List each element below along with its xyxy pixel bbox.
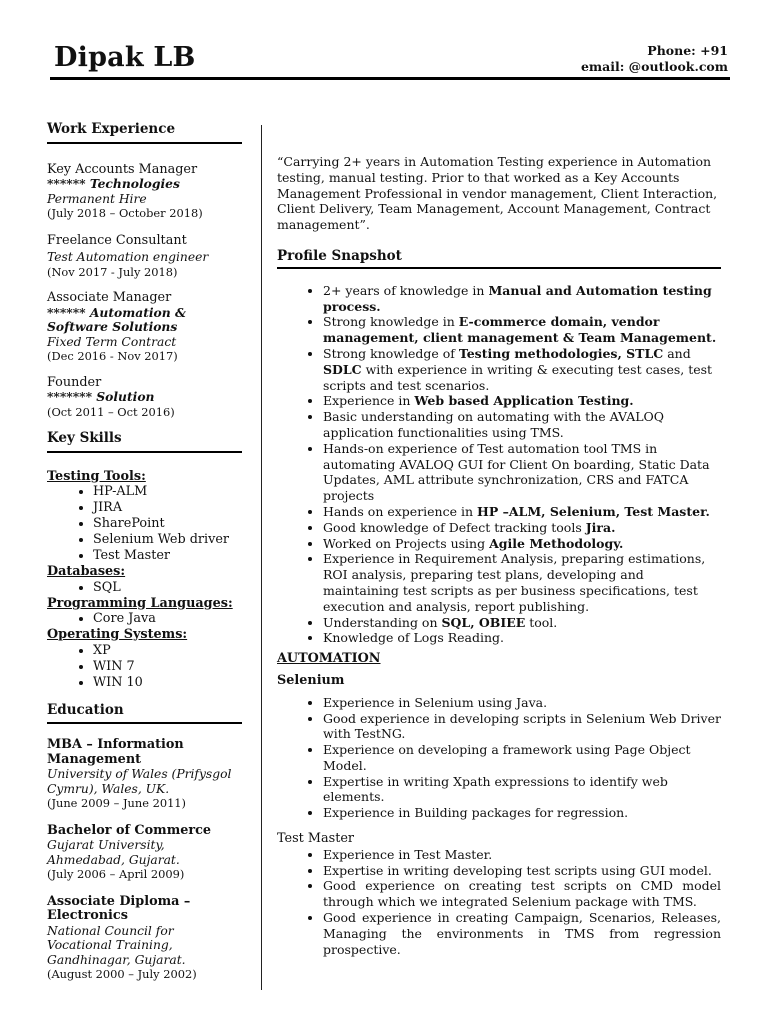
degree-title: Associate Diploma – Electronics xyxy=(47,893,191,923)
email-text: email: @outlook.com xyxy=(580,59,728,74)
list-item: • Experience on developing a framework using Page Object Model. xyxy=(323,742,721,774)
profile-summary: “Carrying 2+ years in Automation Testing experience in Automation testing, manual testing. Prior to that worked as a Key Accounts Management Professional in vendor management, Client Interaction, Client Delivery, Team Management, Account Management, Contract management”. xyxy=(277,154,718,233)
languages-list xyxy=(47,611,242,627)
databases-list xyxy=(47,580,242,596)
job-dates: (Dec 2016 - Nov 2017) xyxy=(47,349,178,363)
job-title: Associate Manager xyxy=(47,290,172,305)
school-name: National Council for Vocational Training, Gandhinagar, Gujarat. xyxy=(47,923,186,967)
job-title: Freelance Consultant xyxy=(47,232,187,248)
work-experience-heading: Work Experience xyxy=(47,122,242,144)
degree-title: MBA – Information Management xyxy=(47,737,184,767)
school-name: University of Wales (Prifysgol Cymru), Wales, UK. xyxy=(47,767,232,796)
list-item: • Selenium Web driver xyxy=(93,532,242,548)
job-title: Founder xyxy=(47,374,102,390)
edu-dates: (July 2006 – April 2009) xyxy=(47,867,185,881)
skill-group-label: Databases: xyxy=(47,564,126,579)
profile-snapshot-list xyxy=(277,283,721,646)
list-item: • XP xyxy=(93,643,242,659)
education-heading: Education xyxy=(47,703,242,725)
job-type: Test Automation engineer xyxy=(47,250,209,264)
list-item: • Basic understanding on automating with the AVALOQ application functionalities using TMS. xyxy=(323,409,721,441)
list-item: • Experience in Requirement Analysis, preparing estimations, ROI analysis, preparing test plans, developing and maintaining test scripts as per business specifications, test execution and analysis, report publishing. xyxy=(323,551,721,614)
job-title: Key Accounts Manager xyxy=(47,161,198,177)
degree-title: Bachelor of Commerce xyxy=(47,822,212,838)
testing-tools-list xyxy=(47,484,242,564)
column-divider xyxy=(261,125,262,990)
list-item: • Expertise in writing developing test scripts using GUI model. xyxy=(323,863,721,879)
list-item: • Understanding on SQL, OBIEE tool. xyxy=(323,615,721,631)
test-master-heading: Test Master xyxy=(277,831,355,847)
list-item: • Experience in Web based Application Testing. xyxy=(323,393,721,409)
job-company: ****** Automation & Software Solutions xyxy=(47,304,187,334)
list-item: • Good experience in developing scripts in Selenium Web Driver with TestNG. xyxy=(323,711,721,743)
job-company: ****** Technologies xyxy=(47,176,180,191)
phone-text: Phone: +91 xyxy=(647,43,728,58)
job-entry xyxy=(47,376,242,420)
automation-heading: AUTOMATION xyxy=(277,651,381,667)
list-item: • Experience in Selenium using Java. xyxy=(323,695,721,711)
list-item: • Hands on experience in HP –ALM, Selenium, Test Master. xyxy=(323,504,721,520)
contact-info xyxy=(581,43,728,75)
list-item: • Strong knowledge in E-commerce domain, vendor management, client management & Team Management. xyxy=(323,314,721,346)
list-item: • 2+ years of knowledge in Manual and Automation testing process. xyxy=(323,283,721,315)
school-name: Gujarat University, Ahmedabad, Gujarat. xyxy=(47,838,180,867)
skill-group-label: Programming Languages: xyxy=(47,595,233,611)
job-dates: (Oct 2011 – Oct 2016) xyxy=(47,404,175,419)
job-entry xyxy=(47,234,242,280)
list-item: • HP-ALM xyxy=(93,484,242,500)
edu-dates: (June 2009 – June 2011) xyxy=(47,796,187,810)
os-list xyxy=(47,643,242,691)
profile-snapshot-heading: Profile Snapshot xyxy=(277,249,721,269)
list-item: • Strong knowledge of Testing methodologies, STLC and SDLC with experience in writing & executing test cases, test scripts and test scenarios. xyxy=(323,346,721,393)
selenium-heading: Selenium xyxy=(277,672,345,688)
job-entry xyxy=(47,291,242,364)
left-column xyxy=(47,122,242,982)
edu-dates: (August 2000 – July 2002) xyxy=(47,967,197,981)
education-entry xyxy=(47,824,242,882)
list-item: • Worked on Projects using Agile Methodology. xyxy=(323,536,721,552)
education-entry xyxy=(47,738,242,811)
selenium-list xyxy=(277,695,721,821)
job-entry xyxy=(47,163,242,221)
list-item: • JIRA xyxy=(93,500,242,516)
list-item: • Core Java xyxy=(93,611,242,627)
list-item: • Experience in Test Master. xyxy=(323,847,721,863)
skill-group-label: Testing Tools: xyxy=(47,468,146,484)
test-master-list xyxy=(277,847,721,958)
list-item: • WIN 7 xyxy=(93,659,242,675)
job-dates: (Nov 2017 - July 2018) xyxy=(47,264,178,279)
list-item: • Good knowledge of Defect tracking tools Jira. xyxy=(323,520,721,536)
job-company: ******* Solution xyxy=(47,389,155,404)
list-item: • Knowledge of Logs Reading. xyxy=(323,630,721,646)
candidate-name: Dipak LB xyxy=(54,42,196,73)
list-item: • WIN 10 xyxy=(93,675,242,691)
list-item: • Good experience in creating Campaign, Scenarios, Releases, Managing the environments in TMS from regression prospective. xyxy=(323,910,721,957)
job-type: Permanent Hire xyxy=(47,191,147,206)
skill-group-label: Operating Systems: xyxy=(47,627,188,642)
key-skills-heading: Key Skills xyxy=(47,431,242,453)
list-item: • Hands-on experience of Test automation tool TMS in automating AVALOQ GUI for Client On boarding, Static Data Updates, AML attribute synchronization, CRS and FATCA projects xyxy=(323,441,721,504)
list-item: • Good experience on creating test scripts on CMD model through which we integrated Selenium package with TMS. xyxy=(323,878,721,910)
list-item: • Experience in Building packages for regression. xyxy=(323,805,721,821)
job-type: Fixed Term Contract xyxy=(47,334,177,349)
education-entry xyxy=(47,895,242,982)
list-item: • Expertise in writing Xpath expressions to identify web elements. xyxy=(323,774,721,806)
list-item: • SharePoint xyxy=(93,516,242,532)
list-item: • Test Master xyxy=(93,548,242,564)
job-dates: (July 2018 – October 2018) xyxy=(47,206,203,220)
header-rule xyxy=(50,77,730,80)
right-column xyxy=(277,154,721,957)
list-item: • SQL xyxy=(93,580,242,596)
